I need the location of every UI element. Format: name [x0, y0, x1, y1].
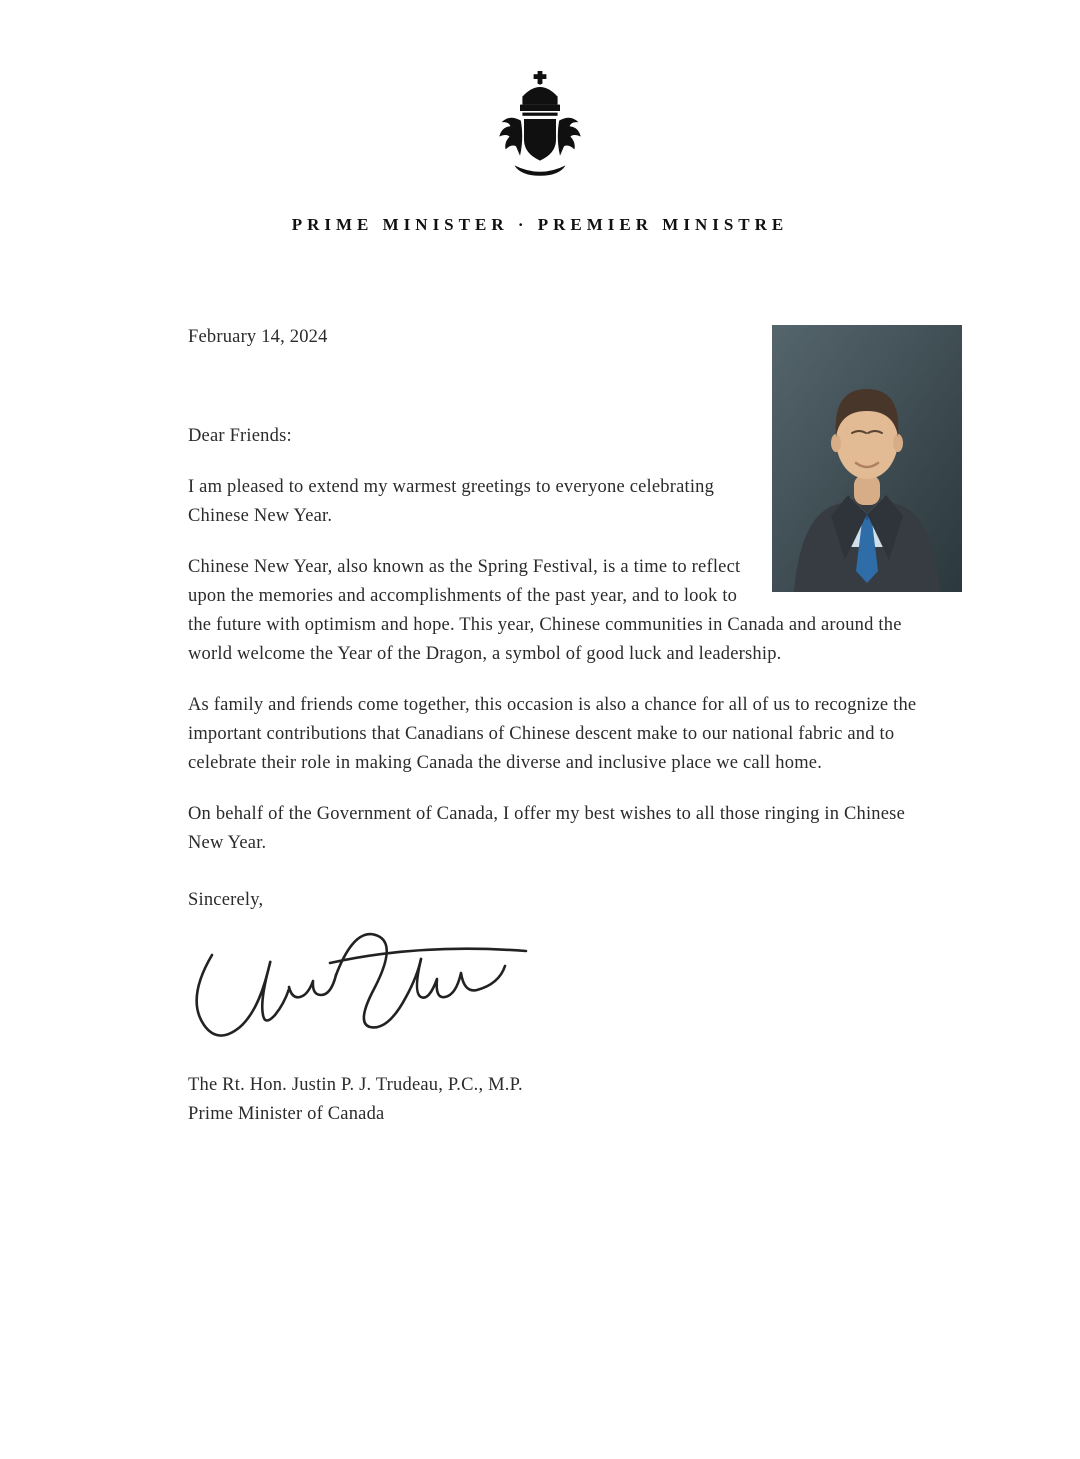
- paragraph-2: Chinese New Year, also known as the Spring Festival, is a time to reflect upon the memories and accomplishments of the past year, and to look to the future with optimism and hope. This year, Chinese communities in Canada and around the world welcome the Year of the Dragon, a symbol of good luck and leadership.: [188, 557, 902, 664]
- signer-title: Prime Minister of Canada: [188, 1104, 385, 1124]
- signer-name: The Rt. Hon. Justin P. J. Trudeau, P.C., M.P.: [188, 1075, 523, 1095]
- closing: Sincerely,: [188, 890, 264, 910]
- handwritten-signature-icon: [182, 929, 936, 1057]
- letterhead: [0, 0, 1080, 235]
- letter-date: February 14, 2024: [188, 327, 328, 347]
- signer-block: [188, 1071, 936, 1129]
- paragraph-3: As family and friends come together, this occasion is also a chance for all of us to recognize the important contributions that Canadians of Chinese descent make to our national fabric and to celebrate their role in making Canada the diverse and inclusive place we call home.: [188, 695, 917, 773]
- paragraph-1: I am pleased to extend my warmest greetings to everyone celebrating Chinese New Year.: [188, 477, 715, 526]
- canada-coat-of-arms-icon: [492, 68, 588, 186]
- letterhead-title: PRIME MINISTER · PREMIER MINISTRE: [291, 215, 789, 234]
- salutation: Dear Friends:: [188, 426, 292, 446]
- paragraph-4: On behalf of the Government of Canada, I offer my best wishes to all those ringing in Chinese New Year.: [188, 804, 905, 853]
- prime-minister-portrait-photo: [772, 325, 962, 592]
